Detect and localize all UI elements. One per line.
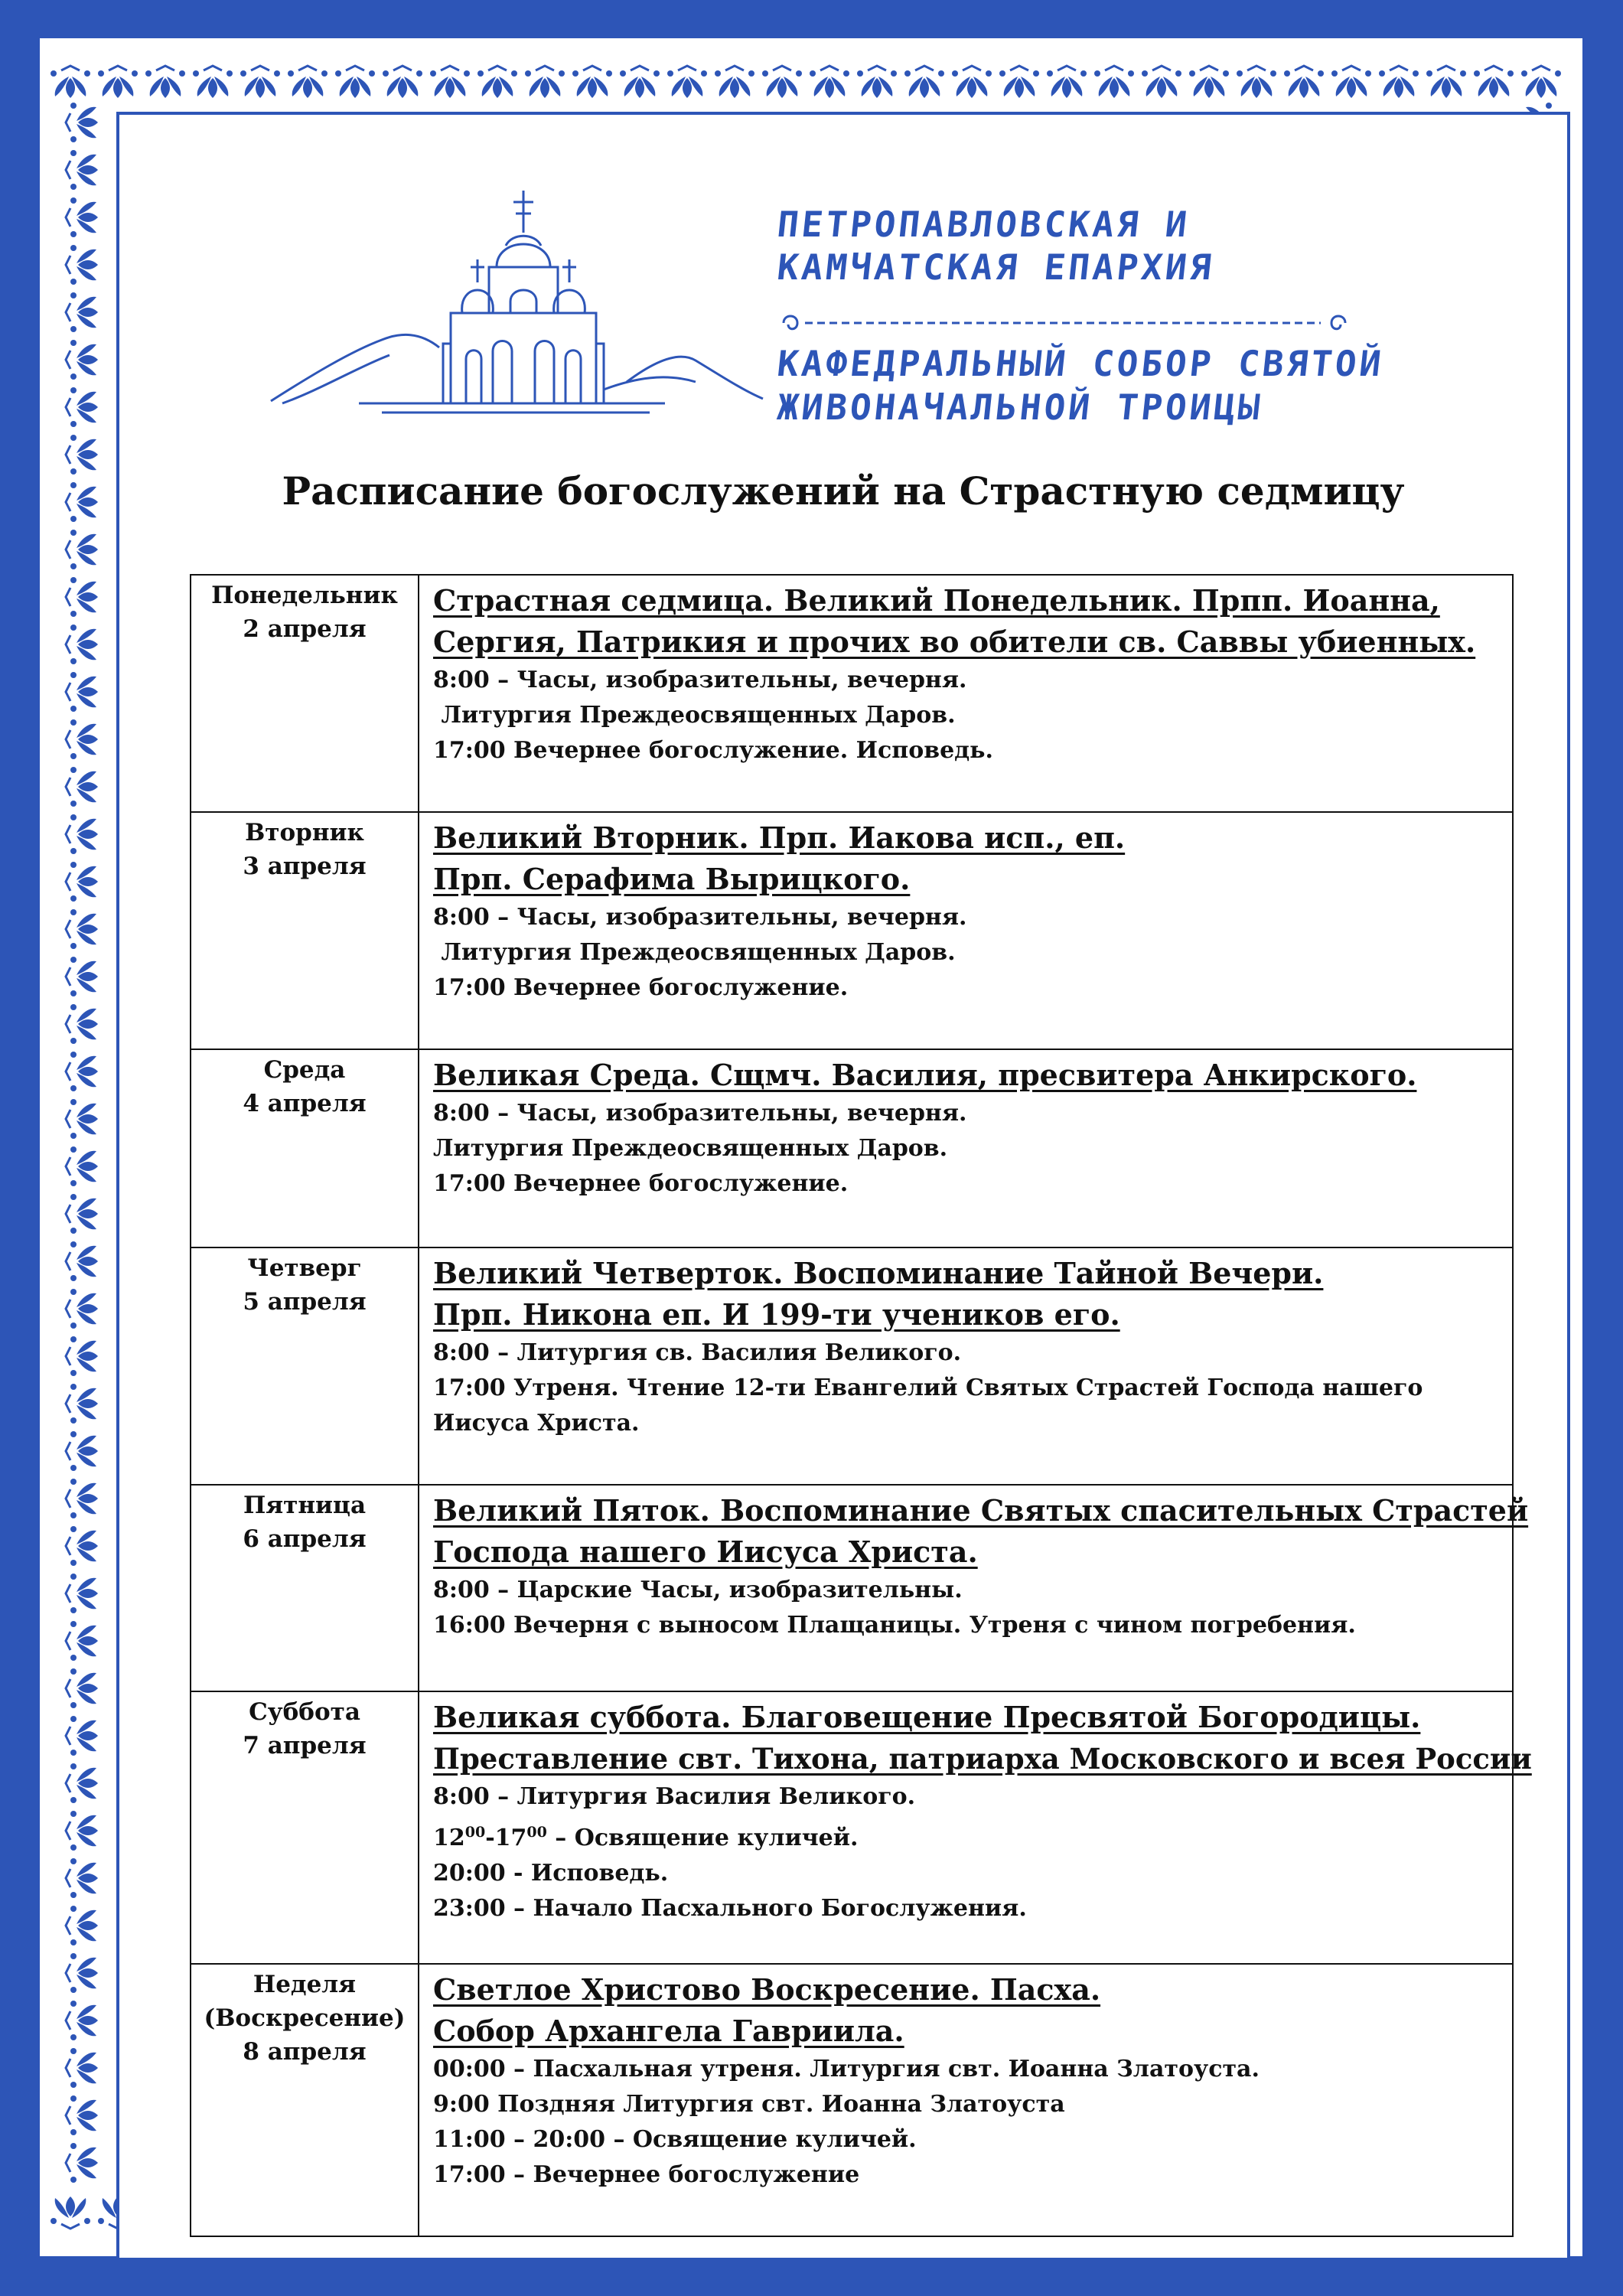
ornament-motif-icon [1284, 66, 1324, 98]
ornament-motif-icon [525, 66, 565, 98]
ornament-motif-icon [430, 66, 470, 98]
ornament-motif-icon [66, 1099, 98, 1139]
ornament-motif-icon [66, 340, 98, 380]
cathedral-name-line1: КАФЕДРАЛЬНЫЙ СОБОР СВЯТОЙ [775, 343, 1387, 384]
services-cell [419, 812, 1513, 1049]
ornamental-frame [40, 38, 1582, 2256]
ornament-motif-icon [145, 66, 185, 98]
ornament-motif-icon [66, 1289, 98, 1329]
ornament-motif-icon [66, 435, 98, 475]
day-cell [191, 1049, 419, 1247]
service-line: 23:00 – Начало Пасхального Богослужения. [433, 1895, 1027, 1922]
services-cell [419, 1247, 1513, 1485]
ornament-motif-icon [66, 1716, 98, 1756]
schedule-table [190, 574, 1532, 2237]
ornament-motif-icon [1521, 66, 1561, 98]
ornament-motif-icon [810, 66, 849, 98]
ornament-motif-icon [1331, 66, 1371, 98]
ornament-motif-icon [51, 2197, 90, 2229]
service-line: 8:00 – Литургия св. Василия Великого. [433, 1339, 962, 1366]
ornament-motif-icon [66, 1858, 98, 1898]
day-name: Суббота [249, 1698, 360, 1726]
table-row [191, 1247, 1513, 1485]
ornament-motif-icon [667, 66, 707, 98]
service-line: 8:00 – Царские Часы, изобразительны. [433, 1577, 963, 1603]
ornament-motif-icon [66, 767, 98, 807]
ornament-motif-icon [66, 1953, 98, 1993]
day-cell [191, 1964, 419, 2236]
ornament-motif-icon [66, 862, 98, 902]
ornament-motif-icon [66, 387, 98, 427]
ornament-motif-icon [66, 2001, 98, 2040]
feast-heading: Страстная седмица. Великий Понедельник. Прпп. Иоанна, [433, 583, 1440, 618]
ornament-motif-icon [335, 66, 375, 98]
service-line: 17:00 – Вечернее богослужение [433, 2161, 860, 2188]
service-line: 20:00 - Исповедь. [433, 1860, 669, 1887]
diocese-name-line1: ПЕТРОПАВЛОВСКАЯ И [775, 204, 1192, 245]
ornamental-divider-icon [777, 308, 1351, 338]
ornament-motif-icon [715, 66, 754, 98]
diocese-name-line2: КАМЧАТСКАЯ ЕПАРХИЯ [775, 246, 1217, 288]
day-cell [191, 1247, 419, 1485]
service-line: 9:00 Поздняя Литургия свт. Иоанна Златоуста [433, 2091, 1065, 2118]
ornament-motif-icon [66, 814, 98, 854]
ornament-motif-icon [51, 66, 90, 98]
blessing-end-min: 00 [526, 1824, 547, 1841]
services-cell [419, 1049, 1513, 1247]
service-line: 8:00 – Часы, изобразительны, вечерня. [433, 1100, 967, 1127]
feast-heading: Великий Вторник. Прп. Иакова исп., еп. [433, 820, 1126, 855]
day-date: 8 апреля [243, 2038, 367, 2066]
ornament-motif-icon [66, 1574, 98, 1613]
ornament-motif-icon [66, 530, 98, 569]
ornament-motif-icon [66, 1479, 98, 1518]
ornament-motif-icon [66, 719, 98, 759]
day-name: Среда [263, 1056, 346, 1084]
ornament-motif-icon [1047, 66, 1087, 98]
feast-heading: Преставление свт. Тихона, патриарха Московского и всея России [433, 1742, 1532, 1776]
ornament-motif-icon [904, 66, 944, 98]
ornament-motif-icon [66, 1763, 98, 1803]
day-name-extra: (Воскресение) [204, 2004, 406, 2032]
ornament-motif-icon [952, 66, 992, 98]
service-line: 17:00 Утреня. Чтение 12-ти Евангелий Святых Страстей Господа нашего [433, 1375, 1423, 1401]
feast-heading: Великий Пяток. Воспоминание Святых спасительных Страстей [433, 1493, 1529, 1528]
ornament-motif-icon [66, 1336, 98, 1376]
feast-heading: Прп. Серафима Вырицкого. [433, 862, 911, 896]
services-cell [419, 1485, 1529, 1691]
ornament-motif-icon [66, 909, 98, 949]
ornament-motif-icon [66, 482, 98, 522]
table-row [191, 1964, 1513, 2236]
service-line: 17:00 Вечернее богослужение. Исповедь. [433, 737, 993, 764]
day-date: 6 апреля [243, 1525, 367, 1553]
document-sheet [116, 112, 1570, 2261]
service-line: Литургия Преждеосвященных Даров. [433, 939, 956, 966]
ornament-motif-icon [857, 66, 897, 98]
ornament-motif-icon [1379, 66, 1419, 98]
service-line: 16:00 Вечерня с выносом Плащаницы. Утреня с чином погребения. [433, 1612, 1356, 1639]
feast-heading: Господа нашего Иисуса Христа. [433, 1534, 978, 1569]
day-date: 3 апреля [243, 853, 367, 880]
day-date: 4 апреля [243, 1090, 367, 1117]
ornament-motif-icon [66, 1241, 98, 1281]
ornament-motif-icon [66, 245, 98, 285]
ornament-motif-icon [66, 1811, 98, 1851]
ornament-motif-icon [66, 1384, 98, 1424]
service-line: 8:00 – Литургия Василия Великого. [433, 1783, 916, 1810]
table-row [191, 1691, 1513, 1964]
ornament-motif-icon [66, 1194, 98, 1234]
services-cell [419, 575, 1513, 812]
table-row [191, 1049, 1513, 1247]
feast-heading: Великий Четверток. Воспоминание Тайной Вечери. [433, 1256, 1324, 1290]
ornament-motif-icon [66, 1621, 98, 1661]
ornament-motif-icon [66, 1431, 98, 1471]
service-line: Литургия Преждеосвященных Даров. [433, 702, 956, 729]
feast-heading: Светлое Христово Воскресение. Пасха. [433, 1972, 1101, 2007]
ornament-motif-icon [572, 66, 612, 98]
ornament-motif-icon [66, 1146, 98, 1186]
ornament-motif-icon [1237, 66, 1276, 98]
ornament-motif-icon [66, 150, 98, 190]
services-cell [419, 1964, 1513, 2236]
feast-heading: Великая суббота. Благовещение Пресвятой Богородицы. [433, 1700, 1421, 1734]
day-name: Понедельник [211, 582, 398, 609]
feast-heading: Сергия, Патрикия и прочих во обители св. Саввы убиенных. [433, 625, 1476, 659]
blessing-start-hour: 12 [433, 1825, 465, 1851]
day-date: 7 апреля [243, 1732, 367, 1760]
ornament-motif-icon [66, 2048, 98, 2088]
ornament-motif-icon [1474, 66, 1514, 98]
ornament-motif-icon [66, 2095, 98, 2135]
ornament-motif-icon [620, 66, 660, 98]
ornament-motif-icon [98, 66, 138, 98]
service-line: 17:00 Вечернее богослужение. [433, 1170, 849, 1197]
day-name: Четверг [247, 1254, 362, 1282]
ornament-motif-icon [66, 957, 98, 996]
ornament-motif-icon [66, 1526, 98, 1566]
ornament-motif-icon [999, 66, 1039, 98]
cathedral-name-line2: ЖИВОНАЧАЛЬНОЙ ТРОИЦЫ [775, 386, 1265, 428]
ornament-motif-icon [1426, 66, 1466, 98]
blessing-line [433, 1815, 1501, 1856]
day-date: 2 апреля [243, 615, 367, 643]
ornament-motif-icon [66, 103, 98, 142]
table-row [191, 812, 1513, 1049]
ornament-motif-icon [66, 577, 98, 617]
ornament-motif-icon [66, 292, 98, 332]
ornament-motif-icon [383, 66, 422, 98]
page-title: Расписание богослужений на Страстную седмицу [282, 468, 1405, 514]
service-line: 00:00 – Пасхальная утреня. Литургия свт. Иоанна Златоуста. [433, 2056, 1260, 2082]
ornament-motif-icon [66, 672, 98, 712]
ornament-motif-icon [66, 1004, 98, 1044]
service-line: 11:00 – 20:00 – Освящение куличей. [433, 2126, 917, 2153]
day-name: Пятница [243, 1492, 367, 1519]
day-cell [191, 1691, 419, 1964]
ornament-motif-icon [240, 66, 280, 98]
day-cell [191, 1485, 419, 1691]
day-date: 5 апреля [243, 1288, 367, 1316]
feast-heading: Собор Архангела Гавриила. [433, 2014, 904, 2048]
day-name: Вторник [245, 819, 364, 846]
ornament-motif-icon [66, 625, 98, 664]
ornament-motif-icon [1142, 66, 1181, 98]
ornament-motif-icon [1094, 66, 1134, 98]
service-line: Литургия Преждеосвященных Даров. [433, 1135, 948, 1162]
ornament-motif-icon [66, 2143, 98, 2183]
ornament-motif-icon [288, 66, 328, 98]
blessing-start-min: 00 [464, 1824, 486, 1841]
day-name: Неделя [253, 1971, 357, 1998]
blessing-end-hour: -17 [485, 1825, 527, 1851]
day-cell [191, 575, 419, 812]
ornament-motif-icon [66, 197, 98, 237]
ornament-motif-icon [66, 1906, 98, 1945]
services-cell [419, 1691, 1532, 1964]
ornament-motif-icon [477, 66, 517, 98]
table-row [191, 1485, 1513, 1691]
feast-heading: Прп. Никона еп. И 199-ти учеников его. [433, 1297, 1120, 1332]
ornament-motif-icon [66, 1668, 98, 1708]
table-row [191, 575, 1513, 812]
ornament-motif-icon [762, 66, 802, 98]
service-line: 8:00 – Часы, изобразительны, вечерня. [433, 904, 967, 931]
service-line: 17:00 Вечернее богослужение. [433, 974, 849, 1001]
ornament-motif-icon [193, 66, 233, 98]
service-line: Иисуса Христа. [433, 1410, 640, 1437]
service-line: 8:00 – Часы, изобразительны, вечерня. [433, 667, 967, 693]
day-cell [191, 812, 419, 1049]
cathedral-logo-icon [267, 160, 764, 435]
ornament-motif-icon [1189, 66, 1229, 98]
blessing-text: – Освящение куличей. [546, 1825, 859, 1851]
ornament-motif-icon [66, 1052, 98, 1091]
feast-heading: Великая Среда. Сщмч. Василия, пресвитера Анкирского. [433, 1058, 1417, 1092]
